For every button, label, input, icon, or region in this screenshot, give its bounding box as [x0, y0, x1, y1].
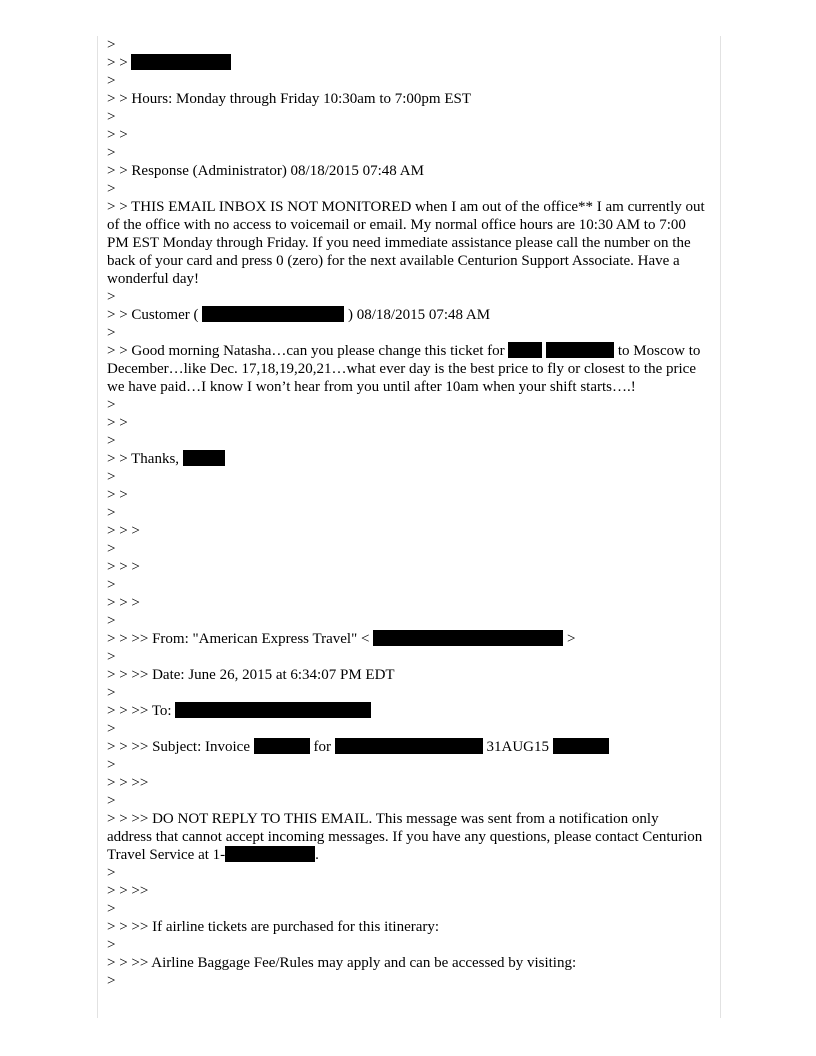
quote-line: > >	[107, 127, 128, 143]
redaction-bar	[225, 846, 315, 862]
customer-message: > > Good morning Natasha…can you please change this ticket for to Moscow to December…like Dec. 17,18,19,20,21…what ever day is the best price to fly or closest to the price we have paid…I know I won’t hear from you until after 10am when your shift starts….!	[107, 343, 701, 395]
redaction-bar	[373, 630, 563, 646]
quote-line: >	[107, 37, 116, 53]
quote-line: >	[107, 577, 116, 593]
airline-tickets-line: > > >> If airline tickets are purchased for this itinerary:	[107, 919, 440, 935]
hours-line: > > Hours: Monday through Friday 10:30am to 7:00pm EST	[107, 91, 471, 107]
quote-line: >	[107, 325, 116, 341]
quote-line: >	[107, 397, 116, 413]
redacted-name-line: > >	[107, 54, 707, 72]
redaction-bar	[202, 306, 344, 322]
redaction-bar	[183, 450, 225, 466]
redaction-bar	[508, 342, 542, 358]
quote-line: >	[107, 685, 116, 701]
quote-line: > >	[107, 487, 128, 503]
quote-line: >	[107, 973, 116, 989]
do-not-reply-paragraph: > > >> DO NOT REPLY TO THIS EMAIL. This message was sent from a notification only address that cannot accept incoming messages. If you have any questions, please contact Centurion Travel Service at 1- .	[107, 811, 703, 863]
quote-line: >	[107, 505, 116, 521]
quote-line: > >	[107, 415, 128, 431]
redaction-bar	[553, 738, 609, 754]
quote-line: > > >	[107, 559, 140, 575]
redaction-bar	[254, 738, 310, 754]
from-line: > > >> From: "American Express Travel" < >	[107, 631, 576, 647]
redaction-bar	[546, 342, 614, 358]
quote-line: >	[107, 649, 116, 665]
quote-line: > > >>	[107, 883, 149, 899]
autoreply-paragraph: > > THIS EMAIL INBOX IS NOT MONITORED when I am out of the office** I am currently out of the office with no access to voicemail or email. My normal office hours are 10:30 AM to 7:00 PM EST Monday through Friday. If you need immediate assistance please call the number on the back of your card and press 0 (zero) for the next available Centurion Support Associate. Have a wonderful day!	[107, 199, 705, 287]
quote-line: > > >>	[107, 775, 149, 791]
quote-line: >	[107, 613, 116, 629]
response-header: > > Response (Administrator) 08/18/2015 07:48 AM	[107, 163, 424, 179]
quote-line: >	[107, 937, 116, 953]
quote-line: >	[107, 865, 116, 881]
redaction-bar	[175, 702, 371, 718]
subject-line: > > >> Subject: Invoice for 31AUG15	[107, 738, 707, 756]
redaction-bar	[131, 54, 231, 70]
quote-line: > > >	[107, 595, 140, 611]
quote-line: >	[107, 541, 116, 557]
quote-line: >	[107, 73, 116, 89]
thanks-line: > > Thanks,	[107, 450, 707, 468]
customer-header: > > Customer ( ) 08/18/2015 07:48 AM	[107, 307, 491, 323]
quote-line: >	[107, 109, 116, 125]
quote-line: >	[107, 793, 116, 809]
redaction-bar	[335, 738, 483, 754]
quote-line: >	[107, 145, 116, 161]
quote-line: >	[107, 721, 116, 737]
quote-line: >	[107, 901, 116, 917]
quote-line: >	[107, 433, 116, 449]
quote-line: >	[107, 469, 116, 485]
baggage-line: > > >> Airline Baggage Fee/Rules may apply and can be accessed by visiting:	[107, 955, 577, 971]
to-line: > > >> To:	[107, 702, 707, 720]
email-thread	[107, 36, 707, 990]
quote-line: >	[107, 289, 116, 305]
date-line: > > >> Date: June 26, 2015 at 6:34:07 PM EDT	[107, 667, 395, 683]
quote-line: > > >	[107, 523, 140, 539]
quote-line: >	[107, 757, 116, 773]
quote-line: >	[107, 181, 116, 197]
